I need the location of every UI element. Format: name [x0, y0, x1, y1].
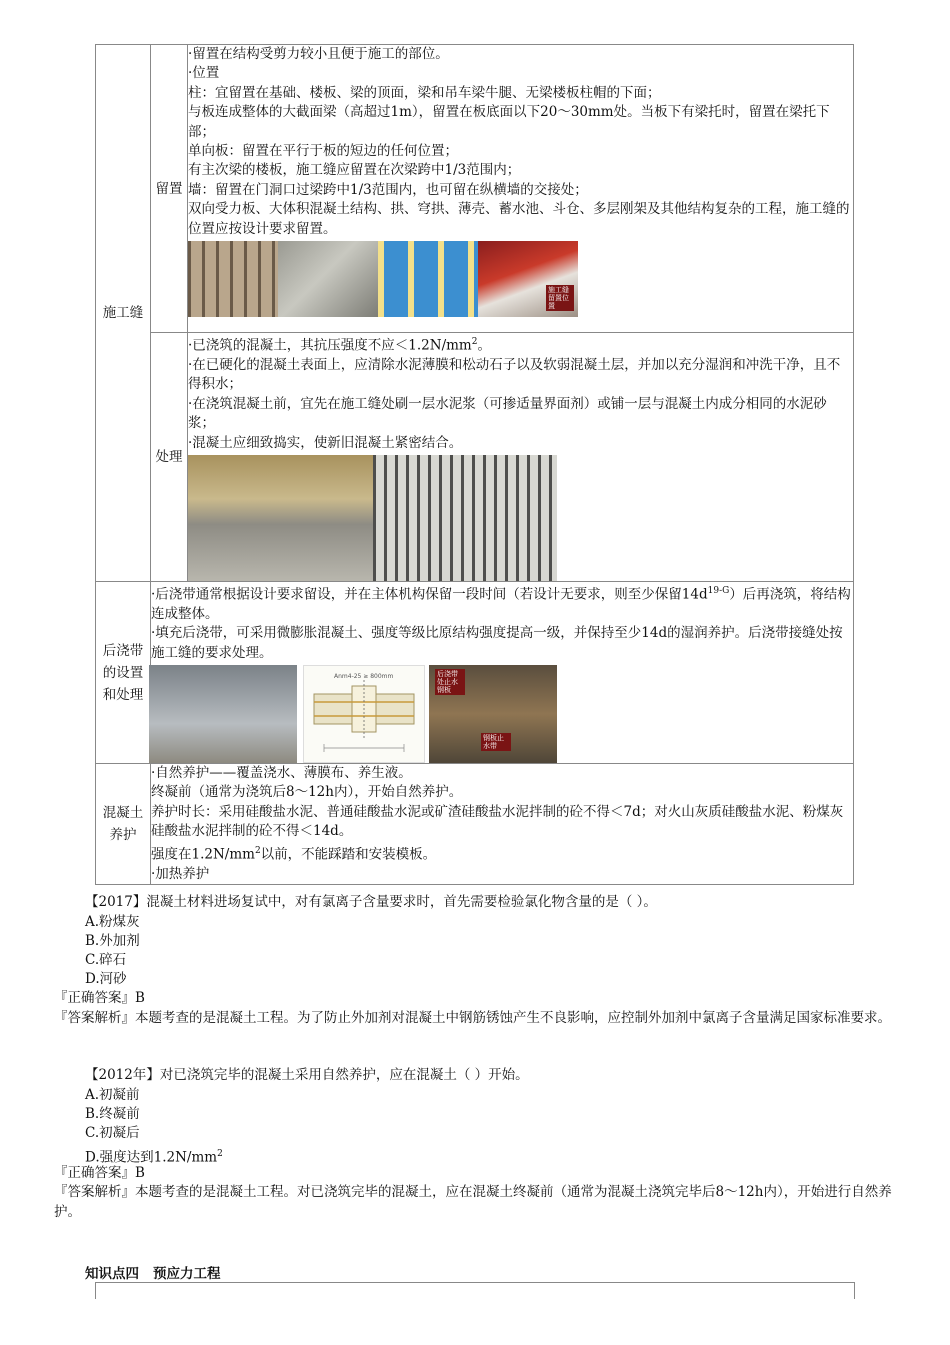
post-pour-line [151, 582, 853, 624]
post-pour-photos [149, 665, 853, 763]
treatment-photos [188, 455, 853, 581]
post-pour-site-photo [149, 665, 297, 763]
question-option-text: D.强度达到1.2N/mm [85, 1149, 218, 1166]
treatment-line: ·在已硬化的混凝土表面上，应清除水泥薄膜和松动石子以及软弱混凝土层，并加以充分湿润和冲洗干净，且不得积水； [188, 356, 841, 393]
photo-tag: 施工缝留置位置 [546, 285, 574, 311]
correct-answer: 『正确答案』B [54, 990, 145, 1006]
section-title: 预应力工程 [153, 1266, 221, 1282]
treatment-line-text: ·已浇筑的混凝土，其抗压强度不应＜1.2N/mm [188, 337, 472, 354]
label-line: 养护 [109, 827, 137, 844]
scaffold-photo [188, 241, 278, 317]
superscript: 2 [217, 1149, 223, 1159]
placement-line: 单向板：留置在平行于板的短边的任何位置； [188, 143, 458, 160]
column-joint-photo [278, 241, 378, 317]
curing-line-text: 强度在1.2N/mm [151, 846, 255, 863]
curing-line: ·自然养护——覆盖浇水、薄膜布、养生液。 [151, 765, 412, 782]
post-pour-line-text: ）后再浇筑，将结构连成整体。 [151, 586, 851, 622]
question-option: B.终凝前 [85, 1106, 140, 1122]
post-pour-detail-drawing [303, 665, 425, 763]
placement-line: 有主次梁的楼板，施工缝应留置在次梁跨中1/3范围内； [188, 162, 521, 179]
question-option: D.河砂 [85, 971, 127, 987]
drawing-label: Anm4-25 ≥ 800mm [334, 673, 394, 681]
post-pour-waterstop-photo [429, 665, 557, 763]
detail-drawing-svg [304, 666, 424, 763]
question-option: C.初凝后 [85, 1125, 140, 1141]
placement-content [188, 45, 854, 333]
construction-joint-label [96, 45, 151, 582]
label-line: 混凝土 [102, 805, 144, 822]
construction-joint-label-text: 施工缝 [102, 304, 144, 321]
question-stem: 【2017】混凝土材料进场复试中，对有氯离子含量要求时，首先需要检验氯化物含量的是（ ）。 [85, 894, 657, 910]
joint-rebar-photo [373, 455, 557, 581]
section-number: 知识点四 [85, 1266, 139, 1282]
superscript: 19-G [707, 585, 730, 596]
curing-line: 养护时长：采用硅酸盐水泥、普通硅酸盐水泥或矿渣硅酸盐水泥拌制的砼不得＜7d；对火山灰质硅酸盐水泥、粉煤灰硅酸盐水泥拌制的砼不得＜14d。 [151, 803, 844, 840]
answer-analysis: 『答案解析』本题考查的是混凝土工程。为了防止外加剂对混凝土中钢筋锈蚀产生不良影响，应控制外加剂中氯离子含量满足国家标准要求。 [54, 1010, 891, 1026]
curing-line: 终凝前（通常为浇筑后8～12h内），开始自然养护。 [151, 784, 463, 801]
next-table-frame [95, 1282, 855, 1299]
label-line: 的设置 [102, 664, 144, 681]
joint-surface-photo [188, 455, 373, 581]
placement-line: 柱：宜留置在基础、楼板、梁的顶面，梁和吊车梁牛腿、无梁楼板柱帽的下面； [188, 84, 661, 101]
section-heading [85, 1262, 221, 1282]
label-line: 和处理 [102, 686, 144, 703]
treatment-line [188, 333, 853, 356]
treatment-line: ·混凝土应细致捣实，使新旧混凝土紧密结合。 [188, 434, 463, 451]
superscript: 2 [471, 337, 478, 347]
placement-label-text: 留置 [155, 180, 183, 197]
photo-tag: 钢板止水带 [481, 733, 511, 751]
curing-line: ·加热养护 [151, 865, 210, 882]
superscript: 2 [254, 845, 261, 856]
question-option: A.粉煤灰 [85, 914, 140, 930]
treatment-line: ·在浇筑混凝土前，宜先在施工缝处刷一层水泥浆（可掺适量界面剂）或铺一层与混凝土内成分相同的水泥砂浆； [188, 395, 827, 432]
question-option: C.碎石 [85, 952, 127, 968]
post-pour-line: ·填充后浇带，可采用微膨胀混凝土、强度等级比原结构强度提高一级，并保持至少14d的湿润养护。后浇带接缝处按施工缝的要求处理。 [151, 625, 843, 661]
question-stem: 【2012年】对已浇筑完毕的混凝土采用自然养护，应在混凝土（ ）开始。 [85, 1067, 529, 1083]
placement-line: 墙：留置在门洞口过梁跨中1/3范围内，也可留在纵横墙的交接处； [188, 181, 588, 198]
post-pour-strip-label [96, 581, 151, 763]
treatment-line-text: 。 [477, 337, 491, 354]
treatment-content [188, 333, 854, 582]
treatment-label [151, 333, 188, 582]
placement-label [151, 45, 188, 333]
curing-content [151, 764, 854, 885]
wall-joint-photo [478, 241, 578, 317]
placement-photos [188, 241, 853, 317]
post-pour-strip-content [151, 581, 854, 763]
concrete-construction-table [95, 44, 854, 885]
label-line: 后浇带 [102, 642, 144, 659]
photo-tag: 后浇带处止水钢板 [435, 669, 465, 695]
placement-line: 与板连成整体的大截面梁（高超过1m），留置在板底面以下20～30mm处。当板下有梁托时，留置在梁托下部； [188, 104, 830, 140]
placement-line: 双向受力板、大体积混凝土结构、拱、穹拱、薄壳、蓄水池、斗仓、多层刚架及其他结构复杂的工程，施工缝的位置应按设计要求留置。 [188, 201, 850, 237]
curing-label [96, 764, 151, 885]
answer-analysis: 『答案解析』本题考查的是混凝土工程。对已浇筑完毕的混凝土，应在混凝土终凝前（通常为混凝土浇筑完毕后8～12h内），开始进行自然养护。 [54, 1184, 892, 1220]
question-option: B.外加剂 [85, 933, 140, 949]
post-pour-line-text: ·后浇带通常根据设计要求留设，并在主体机构保留一段时间（若设计无要求，则至少保留14d [151, 586, 708, 603]
question-option: A.初凝前 [85, 1087, 140, 1103]
placement-line: ·留置在结构受剪力较小且便于施工的部位。 [188, 46, 449, 62]
slab-joint-diagram-photo [378, 241, 478, 317]
curing-line [151, 842, 853, 865]
curing-line-text: 以前，不能踩踏和安装模板。 [260, 846, 437, 863]
correct-answer: 『正确答案』B [54, 1165, 145, 1181]
placement-line: ·位置 [188, 65, 220, 82]
treatment-label-text: 处理 [155, 448, 183, 465]
